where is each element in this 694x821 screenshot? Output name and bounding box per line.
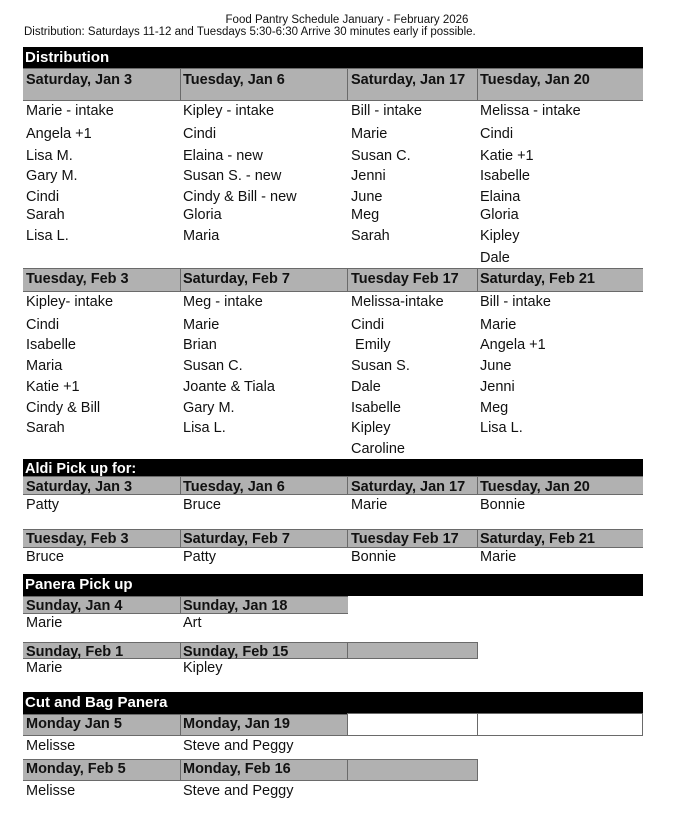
volunteer-name: Elaina - new	[183, 148, 263, 164]
cut-bag-date: Monday, Feb 5	[26, 761, 126, 777]
volunteer-name: Cindi	[480, 126, 514, 142]
distribution-date: Tuesday, Feb 3	[26, 271, 129, 287]
volunteer-name: Isabelle	[480, 168, 530, 184]
aldi-date: Tuesday, Feb 3	[26, 531, 129, 547]
document-subtitle: Distribution: Saturdays 11-12 and Tuesdays 5:30-6:30 Arrive 30 minutes early if possible.	[24, 26, 476, 38]
aldi-volunteer: Patty	[183, 549, 217, 565]
volunteer-name: Cindi	[26, 189, 60, 205]
column-divider	[477, 759, 478, 781]
volunteer-name: Lisa L.	[183, 420, 226, 436]
column-divider	[347, 268, 348, 292]
volunteer-name: Cindy & Bill - new	[183, 189, 297, 205]
column-divider	[477, 268, 478, 292]
column-divider	[347, 68, 348, 101]
panera-date: Sunday, Jan 18	[183, 598, 288, 614]
volunteer-name: Katie +1	[480, 148, 534, 164]
aldi-date: Saturday, Feb 7	[183, 531, 290, 547]
aldi-date: Tuesday, Jan 6	[183, 479, 285, 495]
volunteer-name: Isabelle	[351, 400, 401, 416]
volunteer-name: Gary M.	[26, 168, 78, 184]
column-divider	[180, 759, 181, 781]
aldi-date: Saturday, Jan 17	[351, 479, 466, 495]
volunteer-name: Bill - intake	[480, 294, 551, 310]
volunteer-name: Dale	[480, 250, 510, 266]
volunteer-name: Susan C.	[351, 148, 411, 164]
volunteer-name: Susan C.	[183, 358, 243, 374]
document-title: Food Pantry Schedule January - February 2026	[225, 14, 469, 26]
volunteer-name: Marie	[480, 317, 517, 333]
empty-header-cell	[477, 713, 643, 736]
volunteer-name: Melissa-intake	[351, 294, 444, 310]
volunteer-name: Caroline	[351, 441, 405, 457]
column-divider	[180, 476, 181, 495]
panera-date: Sunday, Jan 4	[26, 598, 123, 614]
volunteer-name: Kipley- intake	[26, 294, 114, 310]
volunteer-name: Jenni	[351, 168, 386, 184]
cut-bag-volunteer: Steve and Peggy	[183, 738, 294, 754]
aldi-volunteer: Bruce	[183, 497, 221, 513]
cut-bag-date: Monday, Jan 19	[183, 716, 290, 732]
volunteer-name: Melissa - intake	[480, 103, 581, 119]
column-divider	[477, 529, 478, 548]
volunteer-name: Marie	[351, 126, 388, 142]
volunteer-name: Cindi	[351, 317, 385, 333]
panera-date: Sunday, Feb 1	[26, 644, 124, 660]
column-divider	[347, 529, 348, 548]
volunteer-name: Katie +1	[26, 379, 80, 395]
cut-bag-date: Monday Jan 5	[26, 716, 122, 732]
panera-section-header: Panera Pick up	[23, 574, 643, 596]
volunteer-name: Cindy & Bill	[26, 400, 101, 416]
volunteer-name: Gary M.	[183, 400, 235, 416]
volunteer-name: Kipley - intake	[183, 103, 275, 119]
column-divider	[477, 642, 478, 659]
column-divider	[180, 529, 181, 548]
volunteer-name: Marie	[183, 317, 220, 333]
volunteer-name: Meg - intake	[183, 294, 263, 310]
cut-bag-volunteer: Melisse	[26, 783, 76, 799]
aldi-section-header: Aldi Pick up for:	[23, 459, 643, 476]
volunteer-name: Gloria	[480, 207, 519, 223]
column-divider	[347, 476, 348, 495]
aldi-date: Saturday, Jan 3	[26, 479, 133, 495]
volunteer-name: Meg	[480, 400, 509, 416]
volunteer-name: Sarah	[26, 207, 65, 223]
volunteer-name: Bill - intake	[351, 103, 422, 119]
volunteer-name: Gloria	[183, 207, 222, 223]
volunteer-name: Kipley	[351, 420, 391, 436]
volunteer-name: Jenni	[480, 379, 515, 395]
column-divider	[180, 714, 181, 736]
empty-header-cell	[347, 713, 478, 736]
volunteer-name: Joante & Tiala	[183, 379, 275, 395]
volunteer-name: Dale	[351, 379, 381, 395]
column-divider	[180, 268, 181, 292]
volunteer-name: Cindi	[183, 126, 217, 142]
volunteer-name: Elaina	[480, 189, 521, 205]
distribution-date: Saturday, Jan 17	[351, 72, 466, 88]
volunteer-name: Isabelle	[26, 337, 76, 353]
volunteer-name: Sarah	[351, 228, 390, 244]
column-divider	[180, 642, 181, 659]
aldi-date: Tuesday, Jan 20	[480, 479, 590, 495]
volunteer-name: June	[480, 358, 512, 374]
cut-bag-date: Monday, Feb 16	[183, 761, 291, 777]
distribution-date: Saturday, Jan 3	[26, 72, 133, 88]
volunteer-name: Susan S.	[351, 358, 410, 374]
aldi-volunteer: Patty	[26, 497, 60, 513]
cut-bag-volunteer: Melisse	[26, 738, 76, 754]
volunteer-name: Brian	[183, 337, 217, 353]
volunteer-name: Sarah	[26, 420, 65, 436]
aldi-volunteer: Marie	[351, 497, 388, 513]
volunteer-name: Emily	[351, 337, 391, 353]
cut-bag-section-header: Cut and Bag Panera	[23, 692, 643, 714]
distribution-section-header: Distribution	[23, 47, 643, 68]
volunteer-name: Marie - intake	[26, 103, 114, 119]
volunteer-name: Susan S. - new	[183, 168, 282, 184]
column-divider	[477, 68, 478, 101]
volunteer-name: Maria	[183, 228, 220, 244]
aldi-volunteer: Bruce	[26, 549, 64, 565]
distribution-date: Saturday, Feb 21	[480, 271, 595, 287]
panera-date: Sunday, Feb 15	[183, 644, 289, 660]
distribution-date: Tuesday, Jan 20	[480, 72, 590, 88]
column-divider	[180, 596, 181, 614]
distribution-date: Tuesday Feb 17	[351, 271, 459, 287]
volunteer-name: Angela +1	[26, 126, 92, 142]
volunteer-name: Kipley	[480, 228, 520, 244]
volunteer-name: June	[351, 189, 383, 205]
panera-volunteer: Art	[183, 615, 202, 631]
volunteer-name: Meg	[351, 207, 380, 223]
volunteer-name: Angela +1	[480, 337, 546, 353]
volunteer-name: Maria	[26, 358, 63, 374]
aldi-date: Saturday, Feb 21	[480, 531, 595, 547]
volunteer-name: Cindi	[26, 317, 60, 333]
column-divider	[347, 759, 348, 781]
distribution-date: Tuesday, Jan 6	[183, 72, 285, 88]
panera-volunteer: Kipley	[183, 660, 223, 676]
aldi-date: Tuesday Feb 17	[351, 531, 459, 547]
distribution-date: Saturday, Feb 7	[183, 271, 290, 287]
volunteer-name: Lisa L.	[480, 420, 523, 436]
column-divider	[180, 68, 181, 101]
column-divider	[477, 476, 478, 495]
aldi-volunteer: Bonnie	[351, 549, 397, 565]
aldi-volunteer: Marie	[480, 549, 517, 565]
cut-bag-volunteer: Steve and Peggy	[183, 783, 294, 799]
panera-volunteer: Marie	[26, 615, 63, 631]
volunteer-name: Lisa M.	[26, 148, 73, 164]
column-divider	[347, 642, 348, 659]
aldi-volunteer: Bonnie	[480, 497, 526, 513]
panera-volunteer: Marie	[26, 660, 63, 676]
volunteer-name: Lisa L.	[26, 228, 69, 244]
